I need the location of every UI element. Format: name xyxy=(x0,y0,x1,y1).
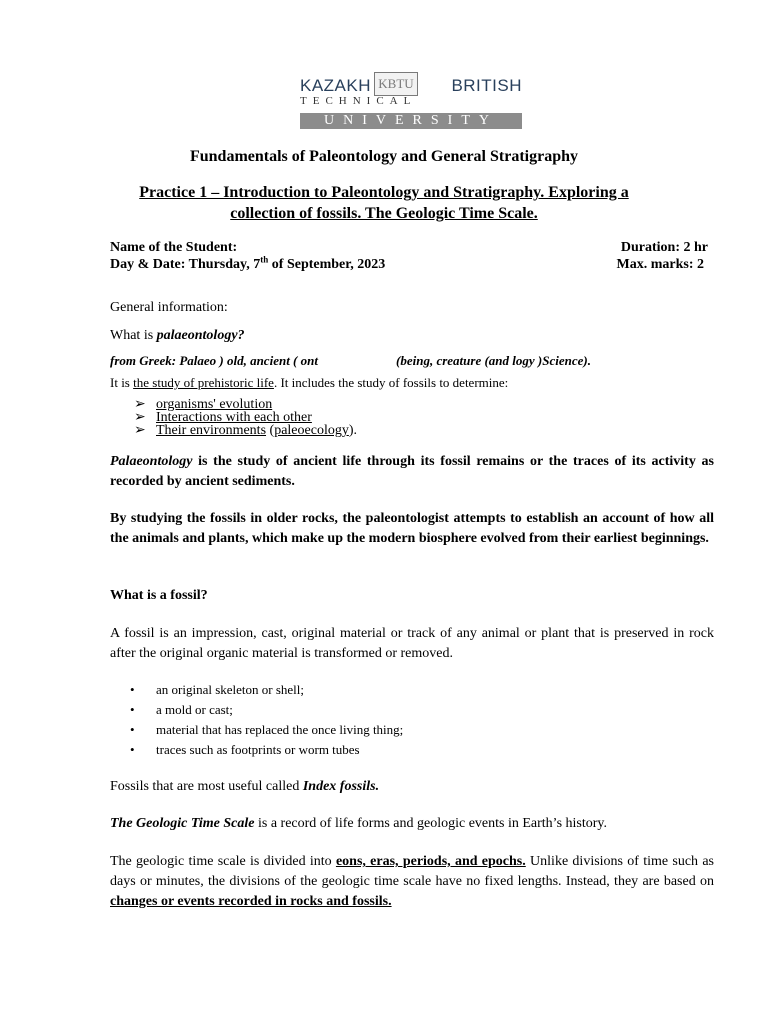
list-item: • material that has replaced the once living thing; xyxy=(110,720,714,740)
practice-title-line2: collection of fossils. The Geologic Time Scale. xyxy=(230,205,538,222)
intro-line: It is the study of prehistoric life. It includes the study of fossils to determine: xyxy=(110,375,509,390)
max-marks-label: Max. marks: 2 xyxy=(616,257,704,272)
logo-technical-text: TECHNICAL xyxy=(300,95,417,107)
dot-bullet-icon: • xyxy=(130,682,135,697)
dot-bullet-icon: • xyxy=(130,722,135,737)
list-item: • a mold or cast; xyxy=(110,700,714,720)
list-item: ➢ Interactions with each other xyxy=(134,410,312,425)
student-name-label: Name of the Student: xyxy=(110,240,238,255)
logo-university-bar: UNIVERSITY xyxy=(300,113,522,129)
dot-bullet-icon: • xyxy=(130,702,135,717)
date-label: Day & Date: Thursday, 7th of September, 2023 xyxy=(110,254,386,272)
fossil-definition: A fossil is an impression, cast, original material or track of any animal or plant that is preserved in rock after the original organic material is transformed or removed. xyxy=(110,626,714,661)
index-fossils-line: Fossils that are most useful called Index fossils. xyxy=(110,779,380,794)
time-scale-divisions-paragraph: The geologic time scale is divided into eons, eras, periods, and epochs. Unlike divisions of time such as days or minutes, the divisions of the geologic time scale have no fixed lengths. Instead, they are based on changes or events recorded in rocks and fossils. xyxy=(110,854,715,909)
fossil-heading: What is a fossil? xyxy=(110,588,208,603)
list-item: • an original skeleton or shell; xyxy=(110,680,714,700)
arrow-bullet-icon: ➢ xyxy=(134,410,146,425)
logo-kazakh-text: KAZAKH xyxy=(300,76,372,95)
logo-emblem: KBTU xyxy=(374,72,418,96)
palaeontology-definition: Palaeontology is the study of ancient life through its fossil remains or the traces of its activity as recorded by ancient sediments. xyxy=(110,454,714,489)
student-name-row xyxy=(110,240,714,256)
university-logo xyxy=(300,72,522,130)
duration-label: Duration: 2 hr xyxy=(620,240,708,255)
arrow-bullet-icon: ➢ xyxy=(134,397,146,412)
etymology-line: from Greek: Palaeo ) old, ancient ( ont (being, creature (and logy )Science). xyxy=(110,353,591,368)
practice-title-line1: Practice 1 – Introduction to Paleontology and Stratigraphy. Exploring a xyxy=(139,184,629,201)
dot-bullet-icon: • xyxy=(130,742,135,757)
determine-list xyxy=(110,398,714,437)
general-info-label: General information: xyxy=(110,300,228,315)
what-is-palaeontology: What is palaeontology? xyxy=(110,328,245,343)
geologic-time-scale-line: The Geologic Time Scale is a record of life forms and geologic events in Earth’s history. xyxy=(110,816,607,831)
date-row xyxy=(110,254,714,273)
logo-british-text: BRITISH xyxy=(451,76,522,95)
fossil-types-list xyxy=(110,680,714,760)
arrow-bullet-icon: ➢ xyxy=(134,423,146,438)
list-item: • traces such as footprints or worm tubes xyxy=(110,740,714,760)
list-item: ➢ organisms' evolution xyxy=(134,397,273,412)
studying-paragraph: By studying the fossils in older rocks, the paleontologist attempts to establish an account of how all the animals and plants, which make up the modern biosphere evolved from their earliest beginnings. xyxy=(110,511,714,546)
list-item: ➢ Their environments (paleoecology). xyxy=(134,423,358,438)
course-title: Fundamentals of Paleontology and General Stratigraphy xyxy=(189,148,578,165)
